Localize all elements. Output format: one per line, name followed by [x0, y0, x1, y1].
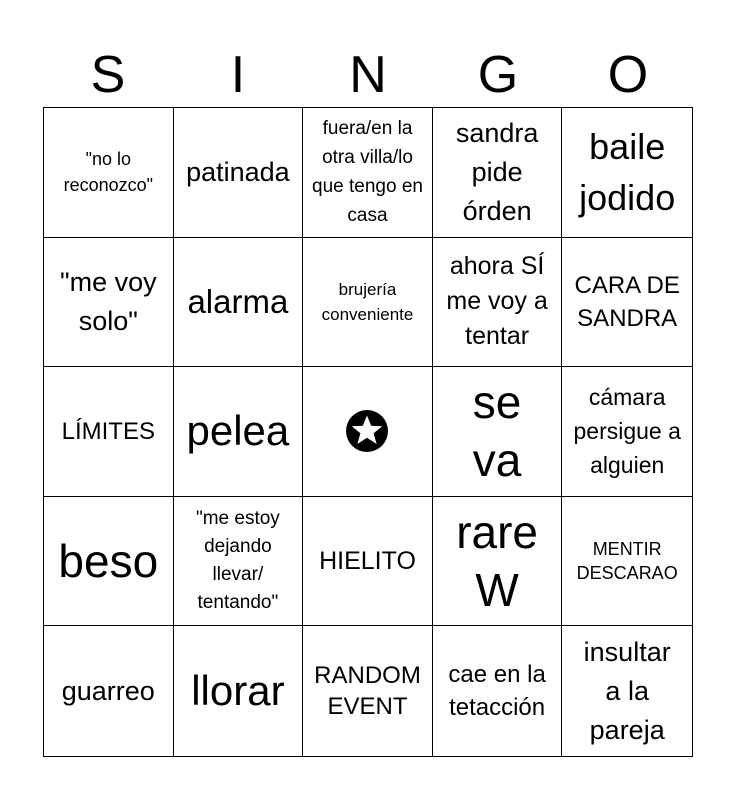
- bingo-cell[interactable]: [174, 238, 304, 368]
- star-circle-icon: [345, 409, 389, 453]
- bingo-cell[interactable]: [562, 367, 692, 497]
- bingo-cell[interactable]: [44, 497, 174, 627]
- cell-text: "no lo reconozco": [63, 149, 154, 196]
- bingo-cell[interactable]: [303, 497, 433, 627]
- title-letter-g: G: [477, 46, 519, 104]
- bingo-cell[interactable]: [174, 108, 304, 238]
- bingo-cell[interactable]: [44, 108, 174, 238]
- cell-text: cae en la tetacción: [448, 661, 546, 722]
- cell-text: ahora SÍ me voy a tentar: [446, 252, 548, 351]
- cell-text: fuera/en la otra villa/lo que tengo en casa: [312, 118, 423, 227]
- bingo-cell c5[interactable]: [562, 108, 692, 238]
- bingo-cell[interactable]: [562, 238, 692, 368]
- bingo-cell[interactable]: [562, 626, 692, 756]
- cell-text: pelea: [186, 407, 290, 455]
- cell-text: sandra pide órden: [455, 117, 539, 226]
- title-letter-n: N: [349, 46, 387, 104]
- bingo-cell[interactable]: [44, 367, 174, 497]
- cell-text: "me estoy dejando llevar/ tentando": [195, 508, 280, 614]
- cell-text: guarreo: [61, 675, 155, 706]
- bingo-title: [43, 44, 693, 106]
- cell-text: baile jodido: [579, 126, 676, 219]
- title-letter-i: I: [230, 46, 246, 104]
- cell-text: llorar: [191, 667, 285, 715]
- title-letter-s: S: [90, 46, 126, 104]
- cell-text: brujería conveniente: [321, 279, 414, 324]
- bingo-cell[interactable]: [433, 108, 563, 238]
- bingo-cell[interactable]: [433, 367, 563, 497]
- bingo-cell[interactable]: [174, 367, 304, 497]
- cell-text: LÍMITES: [61, 417, 155, 445]
- bingo-cell[interactable]: [303, 626, 433, 756]
- bingo-cell[interactable]: [44, 626, 174, 756]
- cell-text: RANDOM EVENT: [314, 662, 421, 721]
- cell-text: beso: [58, 535, 159, 588]
- cell-text: HIELITO: [319, 546, 416, 575]
- bingo-cell[interactable]: [303, 108, 433, 238]
- bingo-cell[interactable]: [433, 238, 563, 368]
- cell-text: cámara persigue a alguien: [573, 384, 681, 479]
- bingo-cell[interactable]: [433, 626, 563, 756]
- bingo-cell[interactable]: [174, 626, 304, 756]
- cell-text: MENTIR DESCARAO: [576, 539, 678, 584]
- free-space-cell[interactable]: [303, 367, 433, 497]
- cell-text: se va: [472, 376, 522, 487]
- cell-text: alarma: [187, 283, 289, 321]
- bingo-cell[interactable]: [433, 497, 563, 627]
- cell-text: "me voy solo": [60, 266, 157, 336]
- cell-text: CARA DE SANDRA: [574, 271, 680, 332]
- cell-text: patinada: [186, 156, 290, 187]
- cell-text: rare W: [456, 506, 538, 617]
- cell-text: insultar a la pareja: [583, 636, 671, 745]
- bingo-board: [43, 107, 693, 757]
- bingo-cell[interactable]: [562, 497, 692, 627]
- bingo-cell[interactable]: [44, 238, 174, 368]
- title-letter-o: O: [607, 46, 649, 104]
- bingo-cell[interactable]: [303, 238, 433, 368]
- bingo-cell[interactable]: [174, 497, 304, 627]
